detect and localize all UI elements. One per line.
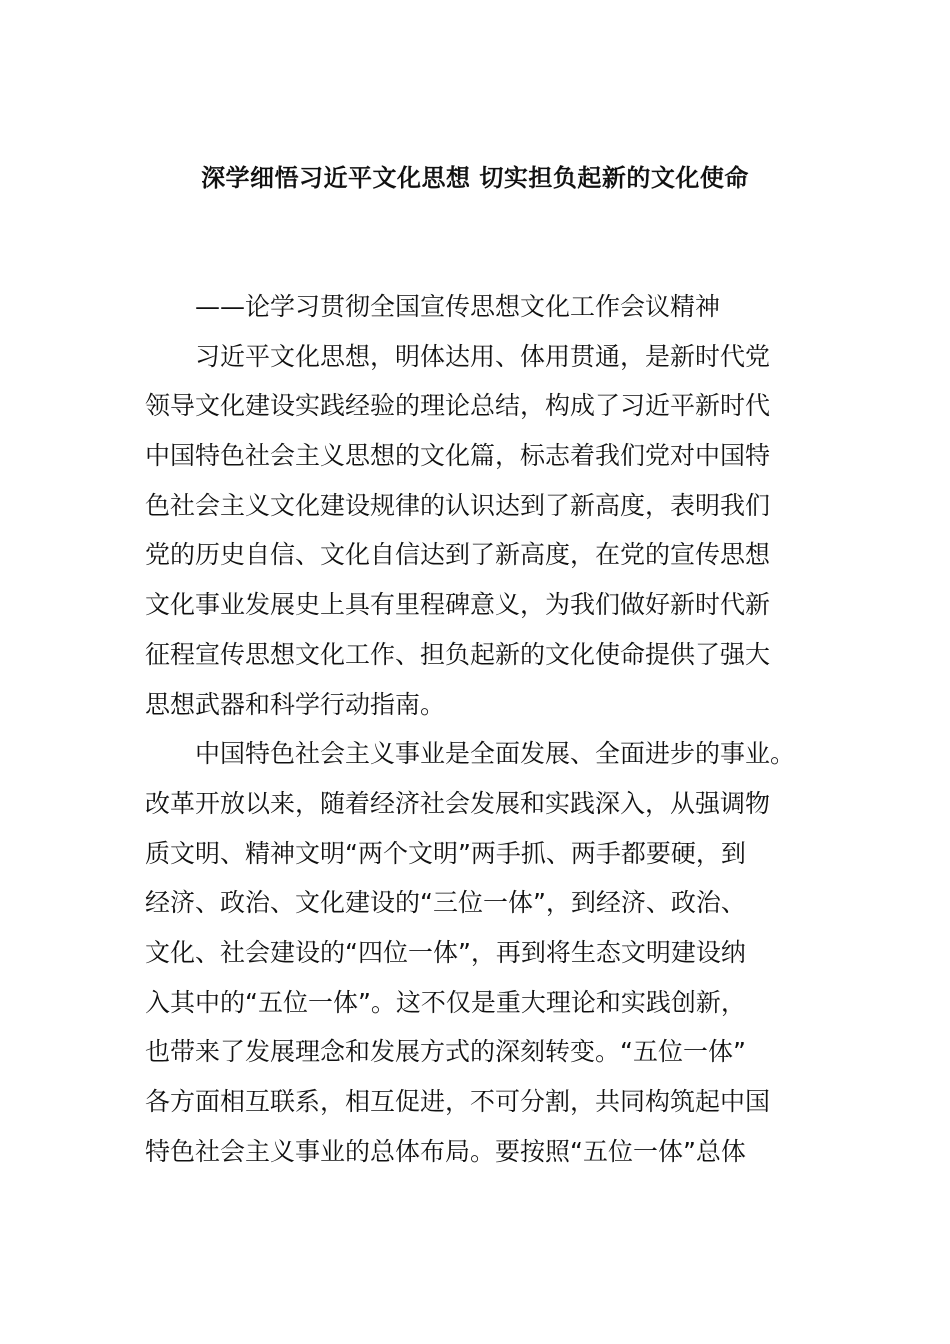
document-body [145,282,815,1176]
paragraph-line: 也带来了发展理念和发展方式的深刻转变。“五位一体” [145,1037,746,1067]
paragraph-line: 质文明、精神文明“两个文明”两手抓、两手都要硬，到 [145,838,746,868]
document-title: 深学细悟习近平文化思想 切实担负起新的文化使命 [201,164,749,192]
paragraph-line: 征程宣传思想文化工作、担负起新的文化使命提供了强大 [145,639,771,669]
paragraph-line: 入其中的“五位一体”。这不仅是重大理论和实践创新， [145,987,746,1017]
paragraph-line: 思想武器和科学行动指南。 [145,689,446,719]
paragraph-line: 中国特色社会主义事业是全面发展、全面进步的事业。 [195,739,796,769]
paragraph-1 [145,332,815,730]
paragraph-line: 中国特色社会主义思想的文化篇，标志着我们党对中国特 [145,441,771,471]
paragraph-line: 色社会主义文化建设规律的认识达到了新高度，表明我们 [145,490,771,520]
paragraph-line: 经济、政治、文化建设的“三位一体”，到经济、政治、 [145,888,746,918]
paragraph-2 [145,729,815,1176]
paragraph-line: 党的历史自信、文化自信达到了新高度，在党的宣传思想 [145,540,771,570]
paragraph-line: 各方面相互联系，相互促进，不可分割，共同构筑起中国 [145,1087,771,1116]
paragraph-line: 文化事业发展史上具有里程碑意义，为我们做好新时代新 [145,590,771,620]
document-subtitle: ——论学习贯彻全国宣传思想文化工作会议精神 [195,292,721,321]
paragraph-line: 特色社会主义事业的总体布局。要按照“五位一体”总体 [145,1136,746,1166]
paragraph-line: 领导文化建设实践经验的理论总结，构成了习近平新时代 [145,391,771,421]
paragraph-line: 改革开放以来，随着经济社会发展和实践深入，从强调物 [145,788,771,818]
paragraph-line: 文化、社会建设的“四位一体”，再到将生态文明建设纳 [145,937,746,967]
paragraph-line: 习近平文化思想，明体达用、体用贯通，是新时代党 [195,341,771,371]
